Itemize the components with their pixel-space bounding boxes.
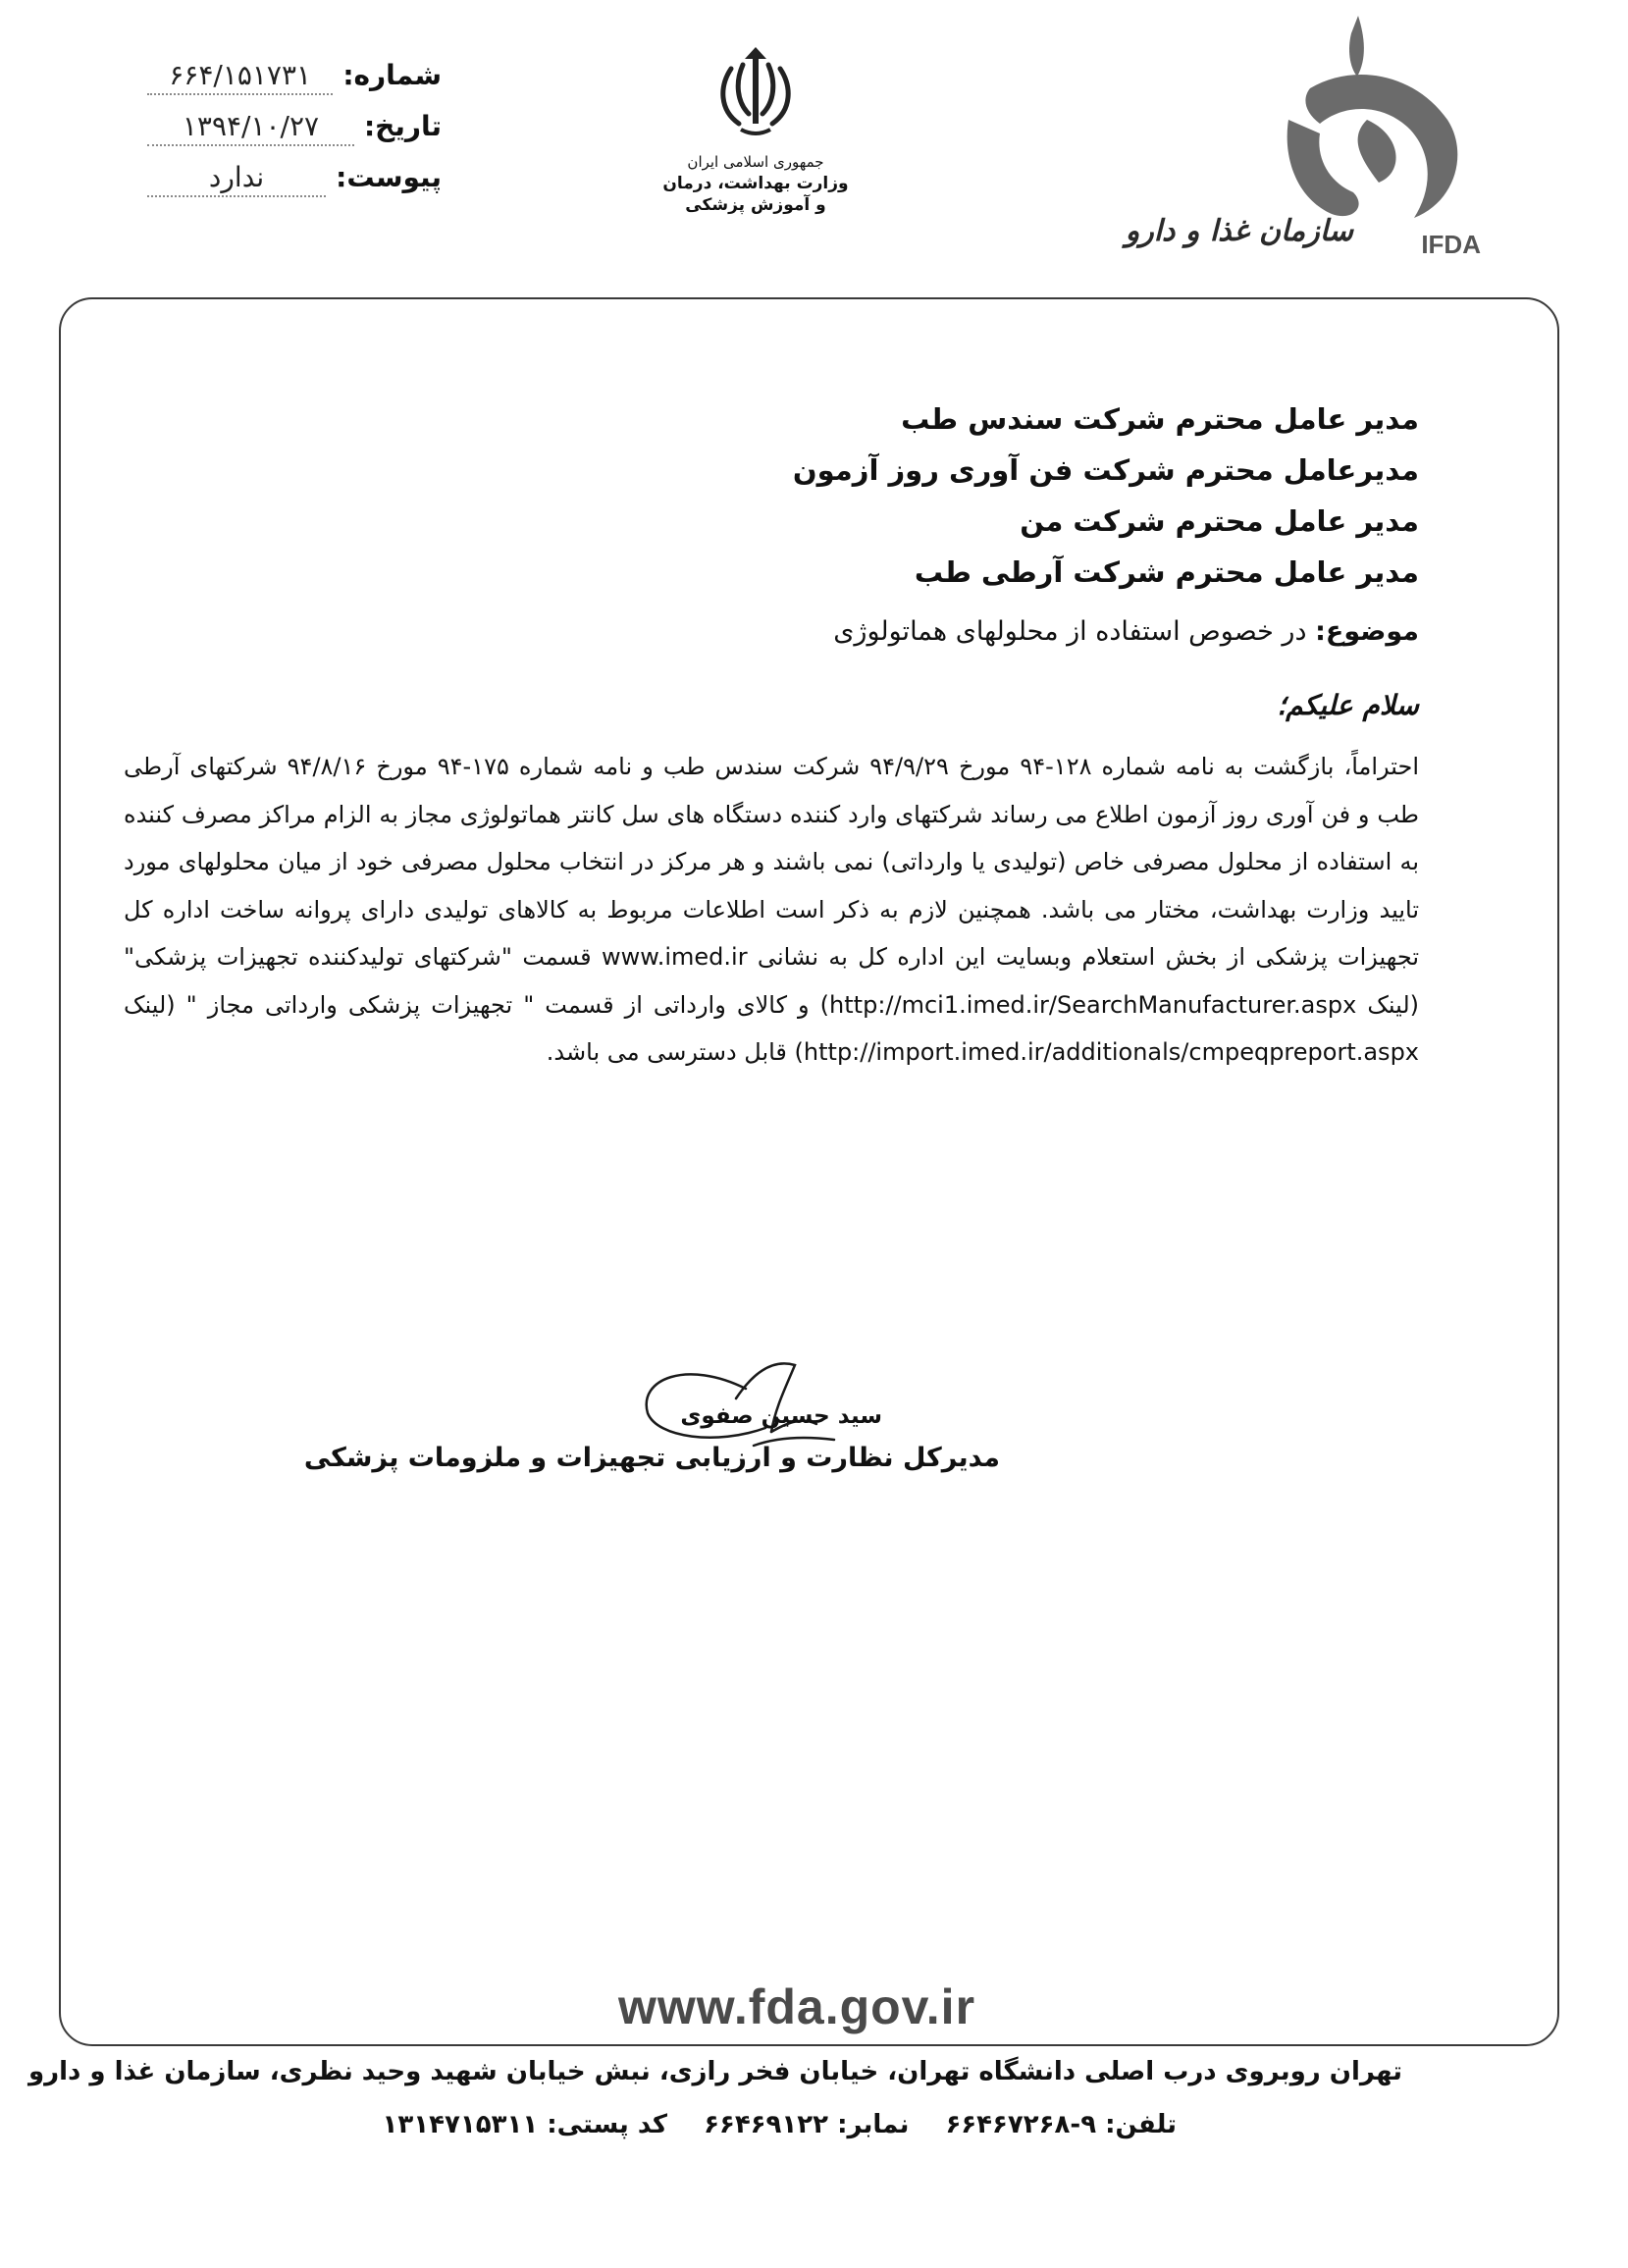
- letter-number-row: [147, 59, 442, 104]
- recipient-4: مدیر عامل محترم شرکت آرطی طب: [914, 555, 1419, 589]
- ministry-header: [628, 39, 883, 216]
- letter-attachment-value: ندارد: [147, 161, 326, 197]
- ministry-name-line1: وزارت بهداشت، درمان: [662, 174, 849, 193]
- letter-number-label: شماره:: [342, 59, 442, 91]
- signer-name: سید حسین صفوی: [680, 1403, 882, 1429]
- ifda-logo: [1125, 10, 1481, 259]
- letter-attachment-row: [147, 161, 442, 206]
- footer-address: تهران روبروی درب اصلی دانشگاه تهران، خیابان فخر رازی، نبش خیابان شهید وحید نظری، سازمان غذا و دارو: [27, 2057, 1402, 2086]
- subject-line: [833, 616, 1419, 647]
- footer-website: www.fda.gov.ir: [618, 1979, 976, 2034]
- footer-phone: تلفن: ۹-۶۶۴۶۷۲۶۸: [945, 2110, 1177, 2139]
- subject-text: در خصوص استفاده از محلولهای هماتولوژی: [833, 616, 1307, 647]
- letter-date-row: [147, 110, 442, 155]
- recipient-3: مدیر عامل محترم شرکت من: [1020, 504, 1419, 538]
- footer-contact: [355, 2110, 1177, 2139]
- ministry-name-line2: و آموزش پزشکی: [685, 195, 826, 215]
- ifda-org-name: سازمان غذا و دارو: [1125, 214, 1353, 248]
- letter-date-value: ۱۳۹۴/۱۰/۲۷: [147, 110, 354, 146]
- recipient-1: مدیر عامل محترم شرکت سندس طب: [901, 402, 1419, 436]
- ministry-country: جمهوری اسلامی ایران: [687, 153, 824, 171]
- letter-body: احتراماً، بازگشت به نامه شماره ۱۲۸-۹۴ مورخ ۹۴/۹/۲۹ شرکت سندس طب و نامه شماره ۱۷۵-۹۴ مورخ ۹۴/۸/۱۶ شرکتهای آرطی طب و فن آوری روز آزمون اطلاع می رساند شرکتهای وارد کننده دستگاه های سل کانتر هماتولوژی مجاز به الزام مراکز مصرف کننده به استفاده از محلول مصرفی خاص (تولیدی یا وارداتی) نمی باشند و هر مرکز در انتخاب محلول مصرفی خود از میان محلولهای مورد تایید وزارت بهداشت، مختار می باشد. همچنین لازم به ذکر است اطلاعات مربوط به کالاهای تولیدی دارای پروانه ساخت اداره کل تجهیزات پزشکی از بخش استعلام وبسایت این اداره کل به نشانی www.imed.ir قسمت "شرکتهای تولیدکننده تجهیزات پزشکی" (لینک http://mci1.imed.ir/SearchManufacturer.aspx) و کالای وارداتی از قسمت " تجهیزات پزشکی وارداتی مجاز " (لینک http://import.imed.ir/additionals/cmpeqpreport.aspx) قابل دسترسی می باشد.: [124, 753, 1420, 1066]
- subject-label: موضوع:: [1315, 616, 1419, 647]
- letter-date-label: تاریخ:: [363, 110, 442, 142]
- footer-fax: نمابر: ۶۶۴۶۹۱۲۲: [704, 2110, 910, 2139]
- iran-emblem-icon: [702, 39, 810, 147]
- letter-number-value: ۶۶۴/۱۵۱۷۳۱: [147, 59, 333, 95]
- letter-attachment-label: پیوست:: [336, 161, 442, 193]
- signer-title: مدیرکل نظارت و ارزیابی تجهیزات و ملزومات پزشکی: [303, 1443, 1000, 1473]
- recipient-2: مدیرعامل محترم شرکت فن آوری روز آزمون: [792, 453, 1419, 487]
- greeting: سلام علیکم؛: [1277, 689, 1419, 721]
- footer-postal-code: کد پستی: ۱۳۱۴۷۱۵۳۱۱: [382, 2110, 668, 2139]
- ifda-abbreviation: IFDA: [1421, 230, 1481, 259]
